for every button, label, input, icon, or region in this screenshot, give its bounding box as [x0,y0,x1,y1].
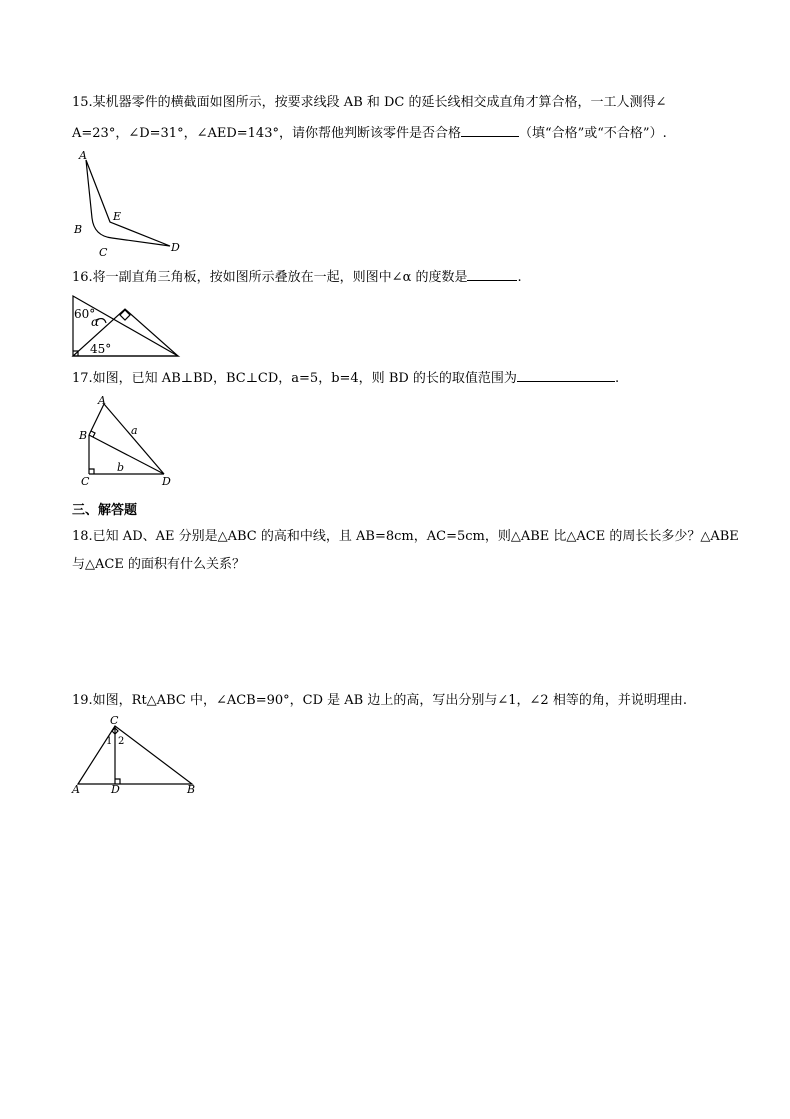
q17-segment-BD [89,435,164,474]
q19-figure [68,714,202,796]
q15-part-outline [86,160,170,246]
q15-line2 [72,124,667,143]
q17-segment-AB [89,404,104,435]
q15-label-D: D [171,241,180,254]
q16-text-tail: . [517,270,522,285]
q15-figure [70,148,190,260]
q16-line [72,268,522,287]
q18-line2: 与△ACE 的面积有什么关系？ [72,557,245,572]
q17-label-A: A [98,394,106,407]
q17-segment-AD [104,404,164,474]
q19-label-C: C [110,714,119,727]
q17-label-B: B [79,429,88,442]
q17-figure [72,394,180,488]
q18-line1: 18.已知 AD、AE 分别是△ABC 的高和中线，且 AB=8cm，AC=5cm，则△ABE 比△ACE 的周长长多少？△ABE [72,529,739,544]
q16-label-60: 60° [74,307,96,321]
q19-label-2: 2 [118,736,125,747]
q19-triangle-ABC [78,726,192,784]
q16-answer-blank [467,268,517,281]
q17-label-a: a [131,424,138,437]
q15-label-C: C [99,246,108,259]
q17-text: 17.如图，已知 AB⊥BD，BC⊥CD，a=5，b=4，则 BD 的长的取值范围为 [72,371,517,386]
q19-label-1: 1 [106,736,113,747]
q15-line2-text: A=23°，∠D=31°，∠AED=143°，请你帮他判断该零件是否合格 [72,126,461,141]
q15-line2-tail: （填“合格”或“不合格”）. [518,126,667,141]
q15-label-E: E [113,210,122,223]
q15-line1: 15.某机器零件的横截面如图所示，按要求线段 AB 和 DC 的延长线相交成直角才算合格，一工人测得∠ [72,95,667,110]
q15-label-B: B [74,223,83,236]
q19-label-D: D [111,783,120,796]
q15-label-A: A [79,149,87,162]
q17-text-tail: . [614,371,620,386]
q19-label-B: B [187,783,196,796]
q16-label-alpha: α [91,315,100,329]
q17-right-angle-C [89,469,94,474]
q17-label-C: C [81,475,90,488]
q16-label-45: 45° [90,342,112,356]
section-heading-answers: 三、解答题 [72,503,138,518]
q17-line [72,369,619,388]
q16-text: 16.将一副直角三角板，按如图所示叠放在一起，则图中∠α 的度数是 [72,270,468,285]
q19-label-A: A [72,783,80,796]
q17-label-D: D [162,475,171,488]
q17-label-b: b [117,461,125,474]
q16-triangle-30-60 [73,296,178,356]
q15-answer-blank [461,124,519,137]
q16-figure [70,292,182,360]
q19-line: 19.如图，Rt△ABC 中，∠ACB=90°，CD 是 AB 边上的高，写出分别与∠1，∠2 相等的角，并说明理由. [72,693,687,708]
q17-answer-blank [517,369,615,382]
